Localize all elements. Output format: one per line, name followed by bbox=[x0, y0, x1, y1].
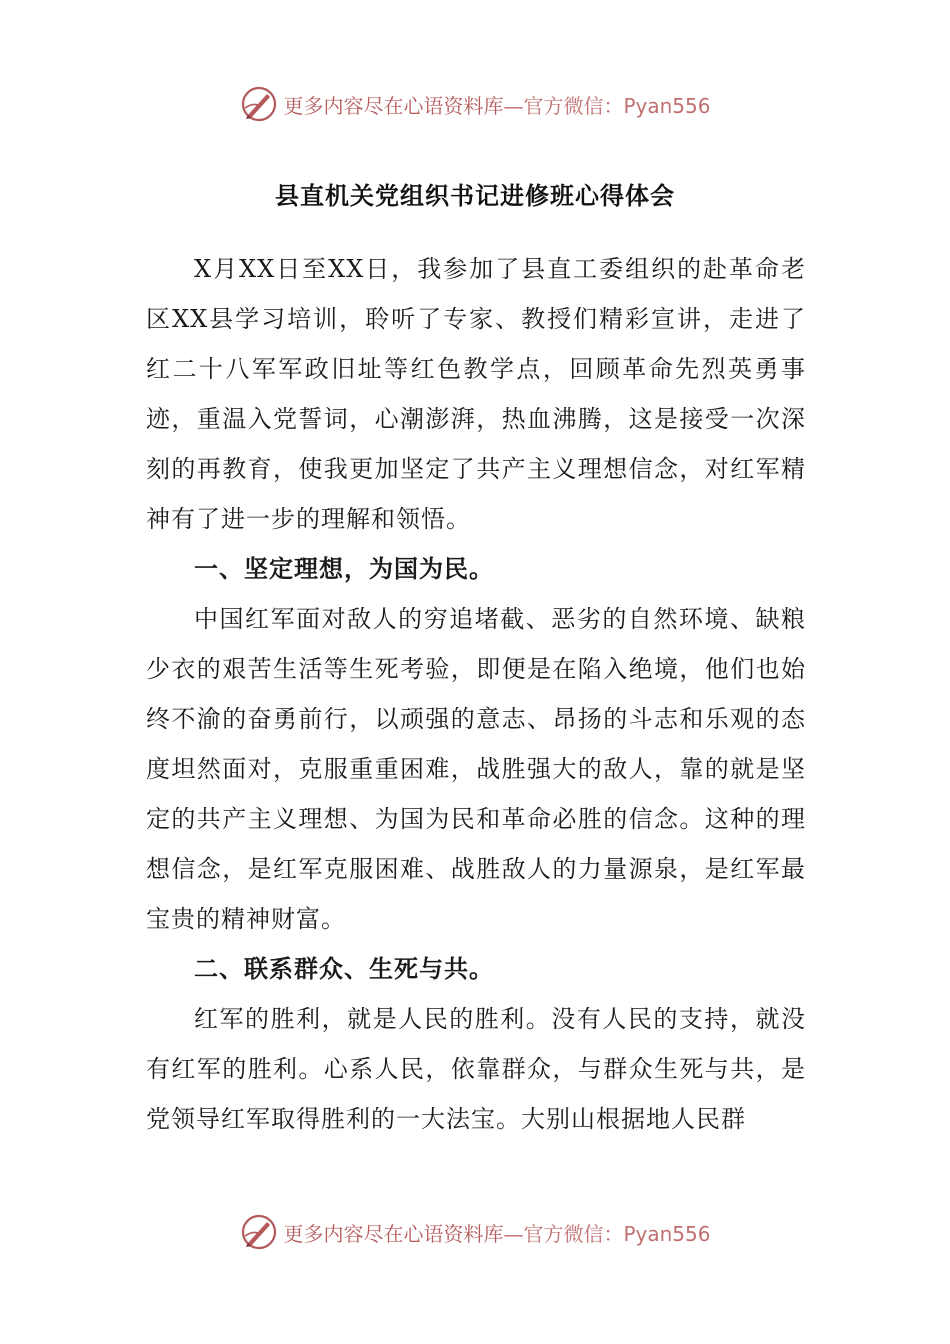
paragraph-section-1: 中国红军面对敌人的穷追堵截、恶劣的自然环境、缺粮少衣的艰苦生活等生死考验，即便是在陷入绝境，他们也始终不渝的奋勇前行，以顽强的意志、昂扬的斗志和乐观的态度坦然面对，克服重重困难，战胜强大的敌人，靠的就是坚定的共产主义理想、为国为民和革命必胜的信念。这种的理想信念，是红军克服困难、战胜敌人的力量源泉，是红军最宝贵的精神财富。 bbox=[146, 605, 806, 933]
banner-text: 更多内容尽在心语资料库— bbox=[283, 1221, 524, 1246]
banner-text: 更多内容尽在心语资料库— bbox=[283, 93, 524, 118]
document-title: 县直机关党组织书记进修班心得体会 bbox=[275, 182, 675, 210]
pen-logo-icon bbox=[239, 1212, 279, 1252]
header-banner bbox=[0, 82, 950, 126]
paragraph-intro: X月XX日至XX日，我参加了县直工委组织的赴革命老区XX县学习培训，聆听了专家、教授们精彩宣讲，走进了红二十八军军政旧址等红色教学点，回顾革命先烈英勇事迹，重温入党誓词，心潮澎湃，热血沸腾，这是接受一次深刻的再教育，使我更加坚定了共产主义理想信念，对红军精神有了进一步的理解和领悟。 bbox=[146, 255, 806, 533]
section-heading-2: 二、联系群众、生死与共。 bbox=[194, 955, 494, 983]
document-body bbox=[146, 244, 806, 1144]
section-heading-1: 一、坚定理想，为国为民。 bbox=[194, 555, 494, 583]
footer-banner bbox=[0, 1210, 950, 1254]
pen-logo-icon bbox=[239, 84, 279, 124]
banner-wechat: 官方微信：Pyan556 bbox=[523, 93, 711, 118]
banner-wechat: 官方微信：Pyan556 bbox=[523, 1221, 711, 1246]
paragraph-section-2: 红军的胜利，就是人民的胜利。没有人民的支持，就没有红军的胜利。心系人民，依靠群众，与群众生死与共，是党领导红军取得胜利的一大法宝。大别山根据地人民群 bbox=[146, 1005, 806, 1133]
